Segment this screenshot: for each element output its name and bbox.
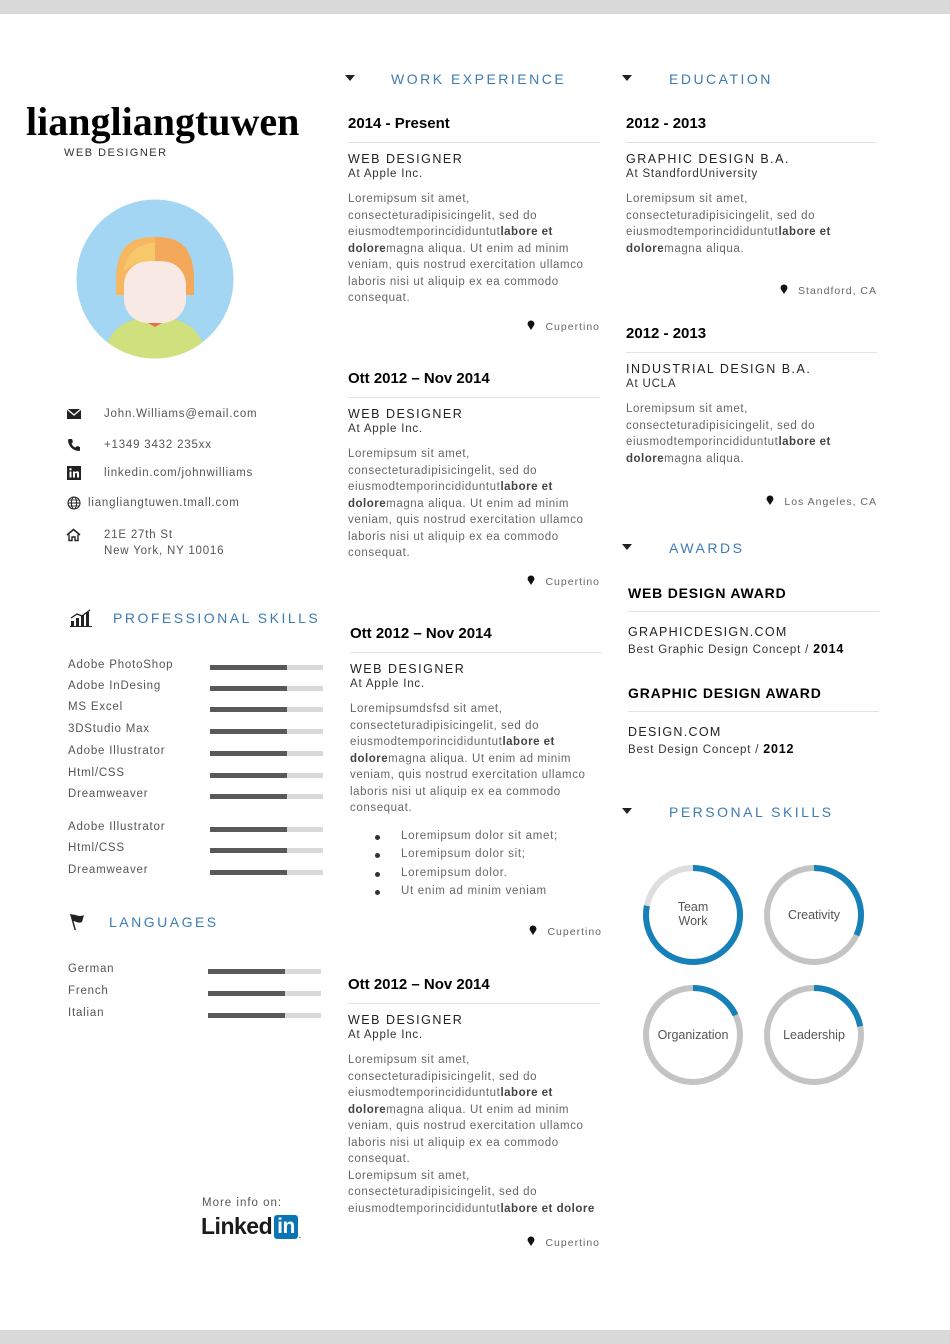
award-entry [628, 685, 879, 756]
skill-label: Html/CSS [68, 842, 125, 854]
professional-skills-title: PROFESSIONAL SKILLS [113, 610, 321, 626]
skill-bar-fill [210, 729, 287, 734]
job-title: WEB DESIGNER [348, 1013, 464, 1027]
map-pin-icon [529, 925, 537, 938]
skill-label: 3DStudio Max [68, 723, 150, 735]
skill-bar-track [210, 665, 323, 670]
education-degree: GRAPHIC DESIGN B.A. [626, 152, 790, 166]
education-title: EDUCATION [669, 71, 773, 87]
skill-bar-track [210, 686, 323, 691]
job-description: Loremipsum sit amet, consecteturadipisicingelit, sed do eiusmodtemporincididuntutlabore et doloremagna aliqua. Ut enim ad minim veniam, quis nostrud exercitation ullamco laboris nisi ut aliquip ex ea commodo consequat. Loremipsum sit amet, consecteturadipisicingelit, sed do eiusmodtemporincididuntutlabore et dolore [348, 1054, 595, 1215]
linkedin-logo-box: in [274, 1215, 298, 1239]
list-item: Ut enim ad minim veniam [350, 885, 602, 904]
address-line1: 21E 27th St [104, 529, 173, 541]
divider [626, 352, 877, 353]
skill-ring-label: Leadership [783, 1028, 845, 1042]
phone-icon [66, 437, 82, 453]
education-location: Standford, CA [780, 284, 877, 297]
language-bar-track [208, 991, 321, 996]
skill-ring-label: Work [678, 914, 708, 928]
skill-bar-fill [210, 827, 287, 832]
skill-bar-fill [210, 707, 287, 712]
skill-bar-track [210, 751, 323, 756]
contact-website [66, 494, 240, 512]
education-description: Loremipsum sit amet, consecteturadipisicingelit, sed do eiusmodtemporincididuntutlabore et doloremagna aliqua. [626, 403, 831, 465]
more-info-label: More info on: [202, 1197, 283, 1209]
chart-bars-icon [70, 609, 92, 632]
map-pin-icon [780, 284, 788, 297]
education-location: Los Angeles, CA [766, 495, 877, 508]
linkedin-icon [66, 465, 82, 481]
education-school: At StandfordUniversity [626, 168, 759, 180]
award-org: DESIGN.COM [628, 725, 722, 739]
job-location: Cupertino [527, 320, 600, 333]
job-description: Loremipsumdsfsd sit amet, consecteturadipisicingelit, sed do eiusmodtemporincididuntutlabore et doloremagna aliqua. Ut enim ad minim veniam, quis nostrud exercitation ullamco laboris nisi ut aliquip ex ea commodo consequat. [350, 703, 586, 814]
skill-bar-track [210, 794, 323, 799]
skill-label: MS Excel [68, 701, 123, 713]
linkedin-text[interactable]: linkedin.com/johnwilliams [104, 467, 254, 479]
education-entry [626, 325, 877, 467]
language-label: Italian [68, 1007, 105, 1019]
job-title: WEB DESIGNER [348, 407, 464, 421]
skill-label: Adobe Illustrator [68, 745, 166, 757]
contact-email [66, 405, 257, 423]
language-label: German [68, 963, 115, 975]
divider [350, 652, 602, 653]
personal-skills-rings [630, 852, 880, 1102]
skill-label: Dreamweaver [68, 788, 149, 800]
skill-label: Html/CSS [68, 767, 125, 779]
skill-bar-fill [210, 848, 287, 853]
job-date: Ott 2012 – Nov 2014 [350, 625, 492, 642]
work-experience-triangle-icon [345, 75, 355, 81]
language-bar-track [208, 969, 321, 974]
job-description: Loremipsum sit amet, consecteturadipisicingelit, sed do eiusmodtemporincididuntutlabore et doloremagna aliqua. Ut enim ad minim veniam, quis nostrud exercitation ullamco laboris nisi ut aliquip ex ea commodo consequat. [348, 448, 584, 559]
award-description: Best Design Concept / 2012 [628, 742, 795, 756]
language-bar-fill [208, 1013, 285, 1018]
skill-bar-fill [210, 773, 287, 778]
map-pin-icon [527, 575, 535, 588]
awards-title: AWARDS [669, 540, 745, 556]
job-location: Cupertino [529, 925, 602, 938]
linkedin-logo[interactable] [201, 1213, 301, 1240]
skill-bar-fill [210, 751, 287, 756]
divider [348, 397, 600, 398]
awards-triangle-icon [622, 544, 632, 550]
job-entry [348, 115, 600, 307]
job-title: WEB DESIGNER [348, 152, 464, 166]
flag-icon [67, 912, 87, 937]
website-text[interactable]: liangliangtuwen.tmall.com [88, 497, 240, 509]
skill-label: Dreamweaver [68, 864, 149, 876]
job-entry [348, 976, 600, 1217]
award-entry [628, 585, 879, 656]
skill-bar-fill [210, 870, 287, 875]
work-experience-title: WORK EXPERIENCE [391, 71, 567, 87]
avatar [76, 199, 234, 359]
job-company: At Apple Inc. [348, 168, 423, 180]
education-school: At UCLA [626, 378, 677, 390]
phone-text: +1349 3432 235xx [104, 439, 212, 451]
bottom-border [0, 1330, 950, 1344]
award-org: GRAPHICDESIGN.COM [628, 625, 788, 639]
language-bar-fill [208, 991, 285, 996]
list-item: Loremipsum dolor sit amet; [350, 830, 602, 849]
skill-bar-track [210, 729, 323, 734]
job-date: Ott 2012 – Nov 2014 [348, 370, 490, 387]
divider [348, 1003, 600, 1004]
linkedin-logo-dot: . [298, 1231, 301, 1240]
home-icon [66, 528, 81, 547]
award-name: GRAPHIC DESIGN AWARD [628, 685, 822, 701]
job-description: Loremipsum sit amet, consecteturadipisicingelit, sed do eiusmodtemporincididuntutlabore et doloremagna aliqua. Ut enim ad minim veniam, quis nostrud exercitation ullamco laboris nisi ut aliquip ex ea commodo consequat. [348, 193, 584, 304]
skill-label: Adobe InDesing [68, 680, 162, 692]
avatar-icon [76, 199, 234, 359]
skill-bar-fill [210, 794, 287, 799]
personal-skills-title: PERSONAL SKILLS [669, 804, 834, 820]
skill-bar-fill [210, 686, 287, 691]
skill-label: Adobe PhotoShop [68, 659, 174, 671]
job-company: At Apple Inc. [348, 423, 423, 435]
job-title: WEB DESIGNER [350, 662, 466, 676]
job-company: At Apple Inc. [348, 1029, 423, 1041]
award-name: WEB DESIGN AWARD [628, 585, 787, 601]
linkedin-logo-text: Linked [201, 1213, 273, 1239]
job-entry [348, 370, 600, 562]
contact-phone [66, 436, 212, 454]
divider [348, 142, 600, 143]
skill-ring-label: Organization [657, 1028, 729, 1042]
profile-name: liangliangtuwen [26, 99, 300, 144]
job-date: Ott 2012 – Nov 2014 [348, 976, 490, 993]
language-label: French [68, 985, 109, 997]
map-pin-icon [527, 320, 535, 333]
globe-icon [66, 495, 82, 511]
skill-ring [646, 988, 740, 1082]
languages-title: LANGUAGES [109, 914, 219, 930]
job-location: Cupertino [527, 1236, 600, 1249]
map-pin-icon [766, 495, 774, 508]
top-border [0, 0, 950, 14]
email-text[interactable]: John.Williams@email.com [104, 408, 258, 420]
education-triangle-icon [622, 75, 632, 81]
skill-label: Adobe Illustrator [68, 821, 166, 833]
skill-ring-label: Team [677, 900, 709, 914]
skill-ring-label: Creativity [787, 908, 841, 922]
skill-bar-track [210, 773, 323, 778]
education-description: Loremipsum sit amet, consecteturadipisicingelit, sed do eiusmodtemporincididuntutlabore et doloremagna aliqua. [626, 193, 831, 255]
list-item: Loremipsum dolor sit; [350, 848, 602, 867]
education-degree: INDUSTRIAL DESIGN B.A. [626, 362, 812, 376]
list-item: Loremipsum dolor. [350, 867, 602, 886]
job-location: Cupertino [527, 575, 600, 588]
address-line2: New York, NY 10016 [104, 545, 225, 557]
job-company: At Apple Inc. [350, 678, 425, 690]
skill-ring [646, 868, 740, 962]
map-pin-icon [527, 1236, 535, 1249]
divider [628, 611, 879, 612]
award-description: Best Graphic Design Concept / 2014 [628, 642, 845, 656]
education-entry [626, 115, 877, 257]
skill-ring [767, 868, 861, 962]
divider [628, 711, 879, 712]
skill-bar-track [210, 827, 323, 832]
skill-bar-track [210, 707, 323, 712]
job-bullet-list [350, 830, 602, 904]
education-date: 2012 - 2013 [626, 325, 707, 342]
skill-ring [767, 988, 861, 1082]
divider [626, 142, 877, 143]
skill-bar-fill [210, 665, 287, 670]
envelope-icon [66, 406, 82, 422]
personal-skills-triangle-icon [622, 808, 632, 814]
skill-bar-track [210, 870, 323, 875]
contact-linkedin [66, 464, 253, 482]
language-bar-track [208, 1013, 321, 1018]
skill-bar-track [210, 848, 323, 853]
profile-role: WEB DESIGNER [64, 147, 168, 159]
job-entry [350, 625, 602, 904]
education-date: 2012 - 2013 [626, 115, 707, 132]
language-bar-fill [208, 969, 285, 974]
job-date: 2014 - Present [348, 115, 450, 132]
